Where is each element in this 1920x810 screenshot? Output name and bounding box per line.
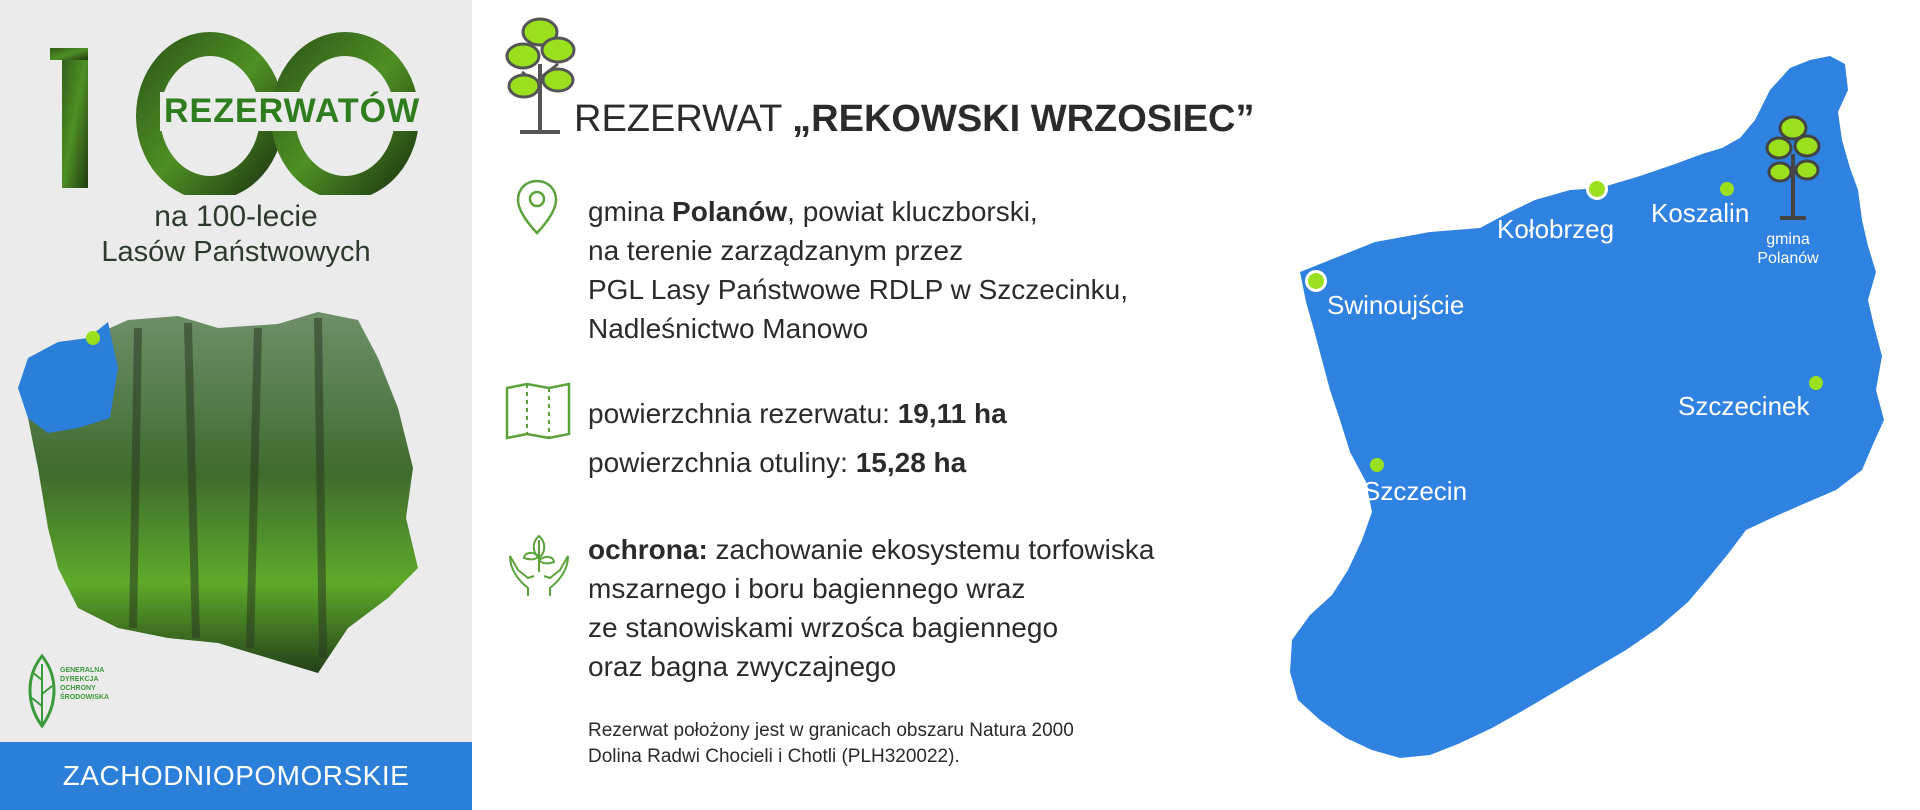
city-szczecinek: Szczecinek — [1678, 391, 1810, 421]
location-pin-icon — [514, 178, 560, 236]
kolobrzeg-marker — [1586, 178, 1608, 200]
city-swinoujscie: Swinoujście — [1327, 290, 1465, 320]
folded-map-icon — [504, 382, 572, 440]
city-kolobrzeg: Kołobrzeg — [1497, 214, 1615, 244]
gdos-logo-text: GENERALNA DYREKCJA OCHRONY ŚRODOWISKA — [60, 667, 109, 701]
gmina-polanow-label: gmina Polanów — [1757, 231, 1819, 267]
jubilee-line-2: Lasów Państwowych — [101, 236, 371, 268]
region-name-bar: ZACHODNIOPOMORSKIE — [0, 742, 472, 810]
location-text: gmina Polanów, powiat kluczborski, na terenie zarządzanym przez PGL Lasy Państwowe RDLP w Szczecinku, Nadleśnictwo Manowo — [588, 196, 1129, 344]
protection-text: ochrona: zachowanie ekosystemu torfowiska mszarnego i boru bagiennego wraz ze stanowiskami wrzośca bagiennego oraz bagna zwyczajnego — [588, 534, 1155, 682]
reserve-area: powierzchnia rezerwatu: 19,11 ha — [588, 398, 1007, 429]
city-szczecin: Szczecin — [1363, 476, 1468, 506]
natura-note: Rezerwat położony jest w granicach obszaru Natura 2000 Dolina Radwi Chocieli i Chotli (PLH320022). — [588, 720, 1074, 767]
koszalin-marker — [1720, 182, 1734, 196]
jubilee-line-1: na 100-lecie — [154, 200, 318, 233]
hands-plant-icon — [506, 526, 572, 598]
szczecinek-marker — [1809, 376, 1823, 390]
swinoujscie-marker — [1305, 270, 1327, 292]
title-name: „REKOWSKI WRZOSIEC” — [792, 98, 1255, 140]
reserve-title — [574, 98, 1255, 141]
left-panel — [0, 0, 472, 810]
buffer-area: powierzchnia otuliny: 15,28 ha — [588, 447, 967, 478]
city-koszalin: Koszalin — [1651, 198, 1750, 228]
tree-icon — [500, 14, 580, 134]
poland-forest-map — [18, 298, 428, 678]
tree-icon — [1762, 112, 1824, 224]
reserves-word: REZERWATÓW — [160, 92, 424, 131]
title-prefix: REZERWAT — [574, 98, 793, 140]
szczecin-marker — [1370, 458, 1384, 472]
